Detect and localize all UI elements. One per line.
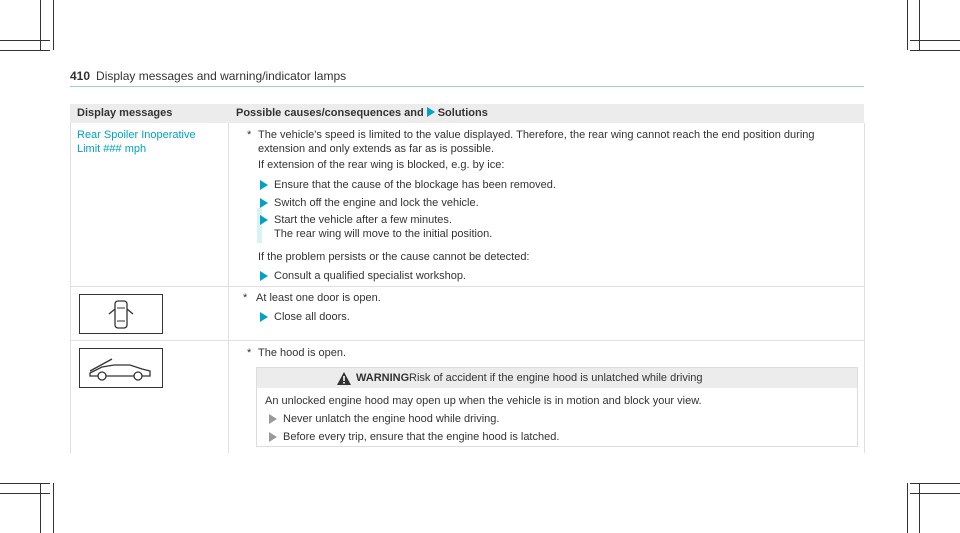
step-arrow-icon [260,180,268,190]
column-divider [864,123,865,453]
crop-mark [919,0,920,50]
step-text: Never unlatch the engine hood while driving. [283,413,500,425]
warning-box [256,367,858,447]
bullet-marker: * [247,129,252,141]
crop-mark [40,0,41,50]
step-text: Start the vehicle after a few minutes. [274,214,452,226]
crop-mark [910,50,960,51]
crop-mark [40,483,41,533]
col-header-display-messages: Display messages [77,107,173,119]
step-text: Switch off the engine and lock the vehicle. [274,197,479,209]
col-header-causes-solutions: Possible causes/consequences and Solutions [236,107,488,119]
crop-mark [0,493,50,494]
crop-mark [919,483,920,533]
warning-label: WARNING [356,372,410,384]
message-spoiler-line2: Limit ### mph [77,143,147,155]
cause-text: At least one door is open. [256,292,381,304]
play-icon [427,107,435,117]
page-title: Display messages and warning/indicator lamps [96,69,347,83]
step-arrow-icon [269,414,277,424]
crop-mark [910,40,960,41]
step-arrow-icon [260,215,268,225]
crop-mark [53,0,54,50]
step-arrow-icon [260,312,268,322]
step-arrow-icon [269,432,277,442]
crop-mark [0,50,50,51]
cause-text: The vehicle's speed is limited to the value displayed. Therefore, the rear wing cannot reach the end position during [258,129,815,141]
page-number: 410 [70,69,91,83]
row-divider [70,340,864,341]
crop-mark [910,493,960,494]
cause-text: extension and only extends as far as is possible. [258,143,495,155]
step-arrow-icon [260,271,268,281]
condition-text: If the problem persists or the cause cannot be detected: [258,251,530,263]
warning-triangle-icon [337,372,351,385]
open-hood-icon [79,348,163,388]
page-header [70,69,346,83]
column-divider [228,123,229,453]
cause-text: The hood is open. [258,347,347,359]
crop-mark [907,0,908,50]
header-rule [70,86,864,87]
crop-mark [53,483,54,533]
warning-header [257,368,857,388]
bullet-marker: * [243,292,248,304]
crop-mark [910,483,960,484]
table-header [70,104,864,123]
crop-mark [907,483,908,533]
column-divider [70,123,71,453]
open-door-icon [79,294,163,334]
bullet-marker: * [247,347,252,359]
step-text: Consult a qualified specialist workshop. [274,270,466,282]
warning-text: An unlocked engine hood may open up when the vehicle is in motion and block your view. [265,395,702,407]
step-result-text: The rear wing will move to the initial position. [274,228,493,240]
step-text: Ensure that the cause of the blockage has been removed. [274,179,556,191]
condition-text: If extension of the rear wing is blocked, e.g. by ice: [258,159,505,171]
result-indicator [257,208,262,243]
warning-title: Risk of accident if the engine hood is unlatched while driving [409,372,703,384]
crop-mark [0,40,50,41]
row-divider [70,286,864,287]
step-text: Close all doors. [274,311,350,323]
step-arrow-icon [260,198,268,208]
message-spoiler-line1: Rear Spoiler Inoperative [77,129,196,141]
step-text: Before every trip, ensure that the engine hood is latched. [283,431,560,443]
crop-mark [0,483,50,484]
